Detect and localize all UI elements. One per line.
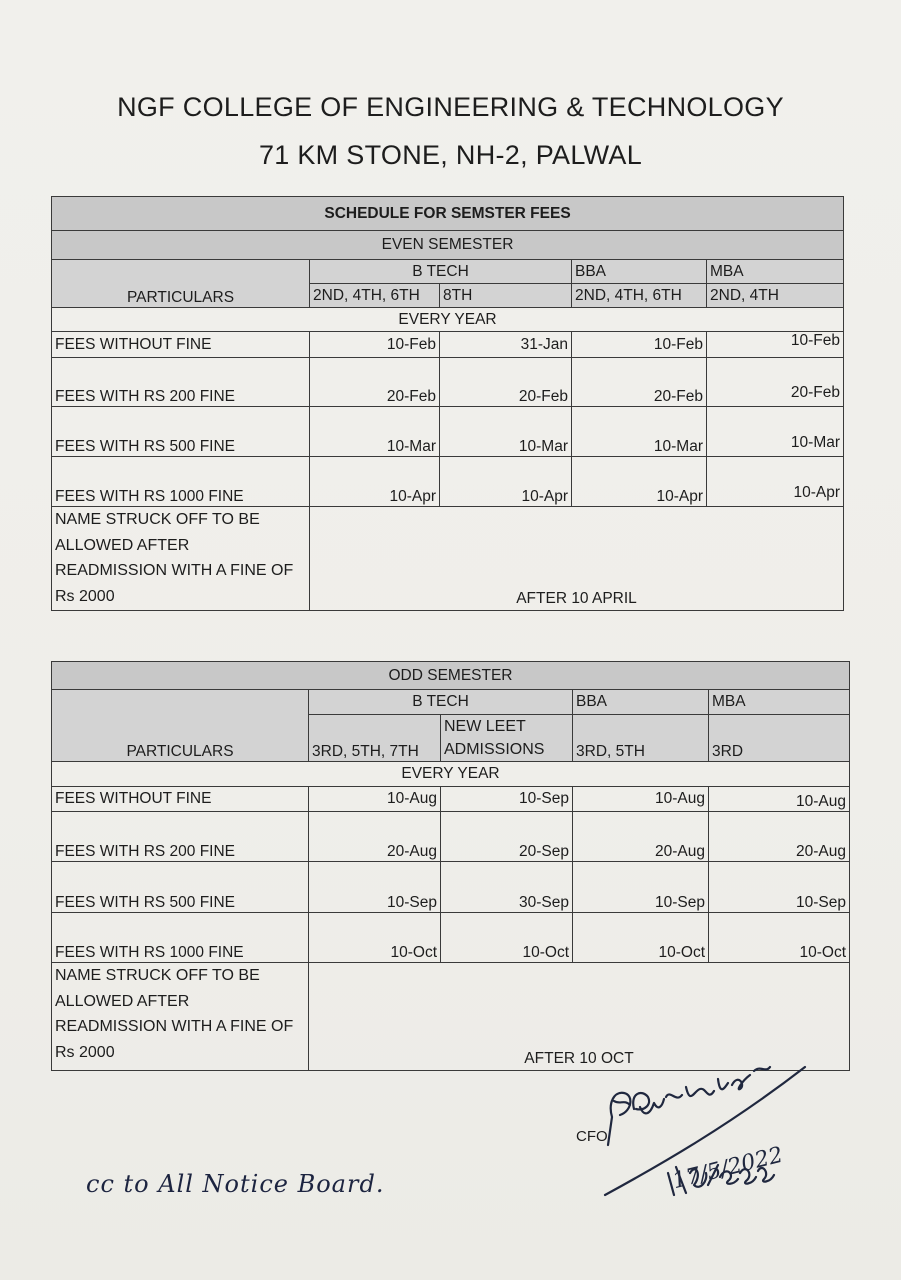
college-name: NGF COLLEGE OF ENGINEERING & TECHNOLOGY bbox=[117, 92, 784, 122]
date-cell: 10-Apr bbox=[572, 457, 707, 507]
table-row bbox=[52, 812, 850, 862]
date-cell: 31-Jan bbox=[440, 332, 572, 358]
date-cell: 10-Mar bbox=[310, 407, 440, 457]
row-label: FEES WITH RS 200 FINE bbox=[52, 812, 309, 862]
date-cell: 10-Apr bbox=[310, 457, 440, 507]
date-cell: 10-Feb bbox=[707, 332, 844, 358]
date-cell: 20-Aug bbox=[573, 812, 709, 862]
table-row bbox=[52, 507, 844, 611]
after-date: AFTER 10 APRIL bbox=[310, 507, 844, 611]
date-cell: 10-Oct bbox=[573, 913, 709, 963]
struck-line: READMISSION WITH A FINE OF bbox=[55, 562, 294, 579]
struck-line: Rs 2000 bbox=[55, 1043, 115, 1061]
column-header: 8TH bbox=[440, 284, 572, 308]
date-cell: 10-Sep bbox=[709, 862, 850, 913]
name-struck-off-label bbox=[52, 507, 310, 611]
date-cell: 10-Feb bbox=[310, 332, 440, 358]
date-cell: 10-Mar bbox=[440, 407, 572, 457]
cc-notice-board: cc to All Notice Board. bbox=[86, 1170, 385, 1198]
date-cell: 10-Oct bbox=[309, 913, 441, 963]
row-label: FEES WITH RS 500 FINE bbox=[52, 407, 310, 457]
even-semester-table bbox=[51, 196, 844, 611]
cfo-label: CFO bbox=[576, 1128, 608, 1145]
date-cell: 10-Apr bbox=[440, 457, 572, 507]
date-cell: 10-Oct bbox=[441, 913, 573, 963]
struck-line: NAME STRUCK OFF TO BE bbox=[55, 511, 260, 528]
date-cell: 10-Sep bbox=[309, 862, 441, 913]
date-cell: 20-Sep bbox=[441, 812, 573, 862]
bba-header: BBA bbox=[572, 260, 707, 284]
date-cell: 20-Feb bbox=[707, 358, 844, 407]
date-cell: 10-Apr bbox=[707, 457, 844, 507]
date-cell: 10-Aug bbox=[709, 787, 850, 812]
row-label: FEES WITH RS 1000 FINE bbox=[52, 457, 310, 507]
column-header: 3RD bbox=[709, 715, 850, 762]
odd-semester-label: ODD SEMESTER bbox=[52, 662, 850, 690]
schedule-title: SCHEDULE FOR SEMSTER FEES bbox=[52, 197, 844, 231]
table-row bbox=[52, 457, 844, 507]
signature-text bbox=[620, 1075, 626, 1076]
particulars-header: PARTICULARS bbox=[52, 690, 309, 762]
date-cell: 20-Aug bbox=[309, 812, 441, 862]
date-cell: 10-Sep bbox=[573, 862, 709, 913]
bba-header: BBA bbox=[573, 690, 709, 715]
date-cell: 20-Feb bbox=[310, 358, 440, 407]
every-year-label: EVERY YEAR bbox=[52, 308, 844, 332]
btech-header: B TECH bbox=[309, 690, 573, 715]
date-cell: 10-Aug bbox=[573, 787, 709, 812]
date-cell: 10-Mar bbox=[572, 407, 707, 457]
btech-header: B TECH bbox=[310, 260, 572, 284]
table-row bbox=[52, 332, 844, 358]
table-row bbox=[52, 913, 850, 963]
leet-header bbox=[441, 715, 573, 762]
odd-semester-table bbox=[51, 661, 850, 1071]
struck-line: ALLOWED AFTER bbox=[55, 992, 190, 1010]
date-cell: 20-Aug bbox=[709, 812, 850, 862]
struck-line: ALLOWED AFTER bbox=[55, 536, 190, 554]
struck-line: NAME STRUCK OFF TO BE bbox=[55, 967, 260, 984]
leet-line: NEW LEET bbox=[444, 718, 526, 735]
date-cell: 10-Mar bbox=[707, 407, 844, 457]
date-cell: 10-Aug bbox=[309, 787, 441, 812]
even-semester-label: EVEN SEMESTER bbox=[52, 231, 844, 260]
struck-line: READMISSION WITH A FINE OF bbox=[55, 1018, 294, 1035]
date-cell: 10-Feb bbox=[572, 332, 707, 358]
table-row bbox=[52, 358, 844, 407]
row-label: FEES WITHOUT FINE bbox=[52, 332, 310, 358]
every-year-label: EVERY YEAR bbox=[52, 762, 850, 787]
date-cell: 30-Sep bbox=[441, 862, 573, 913]
date-cell: 10-Sep bbox=[441, 787, 573, 812]
table-row bbox=[52, 787, 850, 812]
table-row bbox=[52, 407, 844, 457]
mba-header: MBA bbox=[709, 690, 850, 715]
struck-line: Rs 2000 bbox=[55, 587, 115, 605]
column-header: 2ND, 4TH, 6TH bbox=[310, 284, 440, 308]
college-address: 71 KM STONE, NH-2, PALWAL bbox=[258, 140, 643, 170]
signature-date: 17/5/2022 bbox=[670, 1142, 786, 1195]
row-label: FEES WITH RS 200 FINE bbox=[52, 358, 310, 407]
column-header: 3RD, 5TH, 7TH bbox=[309, 715, 441, 762]
after-date: AFTER 10 OCT bbox=[309, 963, 850, 1071]
date-cell: 20-Feb bbox=[572, 358, 707, 407]
name-struck-off-label bbox=[52, 963, 309, 1071]
row-label: FEES WITH RS 500 FINE bbox=[52, 862, 309, 913]
column-header: 3RD, 5TH bbox=[573, 715, 709, 762]
particulars-header: PARTICULARS bbox=[52, 260, 310, 308]
row-label: FEES WITH RS 1000 FINE bbox=[52, 913, 309, 963]
column-header: 2ND, 4TH bbox=[707, 284, 844, 308]
mba-header: MBA bbox=[707, 260, 844, 284]
column-header: 2ND, 4TH, 6TH bbox=[572, 284, 707, 308]
leet-line: ADMISSIONS bbox=[444, 741, 545, 758]
date-cell: 10-Oct bbox=[709, 913, 850, 963]
date-cell: 20-Feb bbox=[440, 358, 572, 407]
row-label: FEES WITHOUT FINE bbox=[52, 787, 309, 812]
table-row bbox=[52, 862, 850, 913]
